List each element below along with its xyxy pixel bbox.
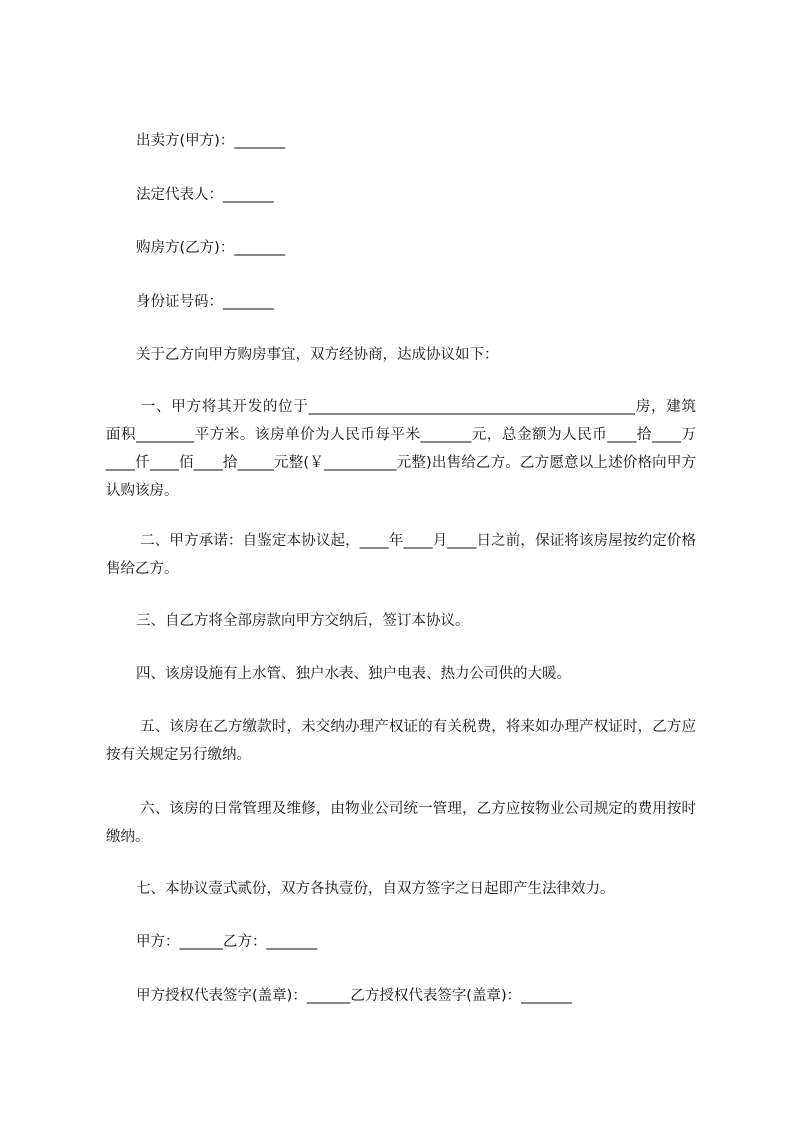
seller-line: 出卖方(甲方)：_______ <box>136 133 286 149</box>
clause-2 <box>106 527 696 583</box>
clause-1-text: 一、甲方将其开发的位于_____________________________________________房，建筑面积________平方米。该房单价为人民币每平米_______元，总金额为人民币____拾____万____仟____佰____拾_____元整(￥__________元整)出售给乙方。乙方愿意以上述价格向甲方认购该房。 <box>106 399 696 499</box>
clause-5 <box>106 713 696 769</box>
id-number-line: 身份证号码：_______ <box>136 294 274 310</box>
clause-5-text: 五、该房在乙方缴款时，未交纳办理产权证的有关税费，将来如办理产权证时，乙方应按有关规定另行缴纳。 <box>106 719 696 763</box>
clause-7: 七、本协议壹式贰份，双方各执壹份，自双方签字之日起即产生法律效力。 <box>136 881 615 897</box>
clause-3: 三、自乙方将全部房款向甲方交纳后，签订本协议。 <box>136 613 470 629</box>
clause-6 <box>106 795 696 851</box>
intro-line: 关于乙方向甲方购房事宜，双方经协商，达成协议如下： <box>136 347 499 363</box>
buyer-line: 购房方(乙方)：_______ <box>136 240 286 256</box>
clause-2-text: 二、甲方承诺：自鉴定本协议起，____年____月____日之前，保证将该房屋按约定价格售给乙方。 <box>106 533 696 577</box>
legal-rep-line: 法定代表人：_______ <box>136 187 274 203</box>
signature-reps-line: 甲方授权代表签字(盖章)：______乙方授权代表签字(盖章)：_______ <box>136 988 572 1004</box>
clause-4: 四、该房设施有上水管、独户水表、独户电表、热力公司供的大暖。 <box>136 666 571 682</box>
clause-6-text: 六、该房的日常管理及维修，由物业公司统一管理，乙方应按物业公司规定的费用按时缴纳。 <box>106 801 696 845</box>
signature-parties-line: 甲方：______乙方：_______ <box>136 934 318 950</box>
clause-1 <box>106 393 696 505</box>
